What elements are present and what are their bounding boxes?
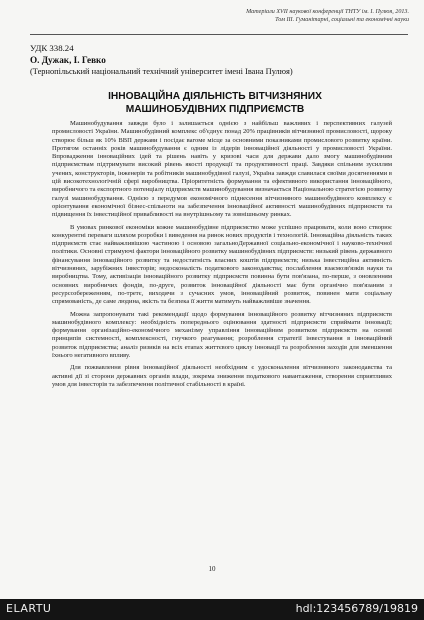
header-divider (30, 34, 408, 35)
page-number: 10 (208, 565, 216, 573)
repository-footer-bar (0, 599, 424, 620)
article-body (52, 120, 392, 393)
authors: О. Дужак, І. Гевко (30, 55, 106, 65)
running-head-line2: Том III. Гуманітарні, соціальні та економічні науки (275, 16, 409, 23)
repository-name: ELARTU (6, 602, 52, 615)
paragraph: В умовах ринкової економіки кожне машинобудівне підприємство може успішно працювати, коли воно створює конкурентні переваги шляхом розробки і виведення на ринок нових продуктів і технологій. Інноваційна діяльність таких підприємств стає найважливішою частиною і основою загальноДержавної соціально-економічної і науково-технічної політики. Основні стримуючі фактори інноваційного розвитку машинобудівних підприємств: низький рівень державного фінансування інноваційного розвитку та недостатність власних коштів підприємств; низька інвестиційна активність вітчизняних, зарубіжних інвесторів; недосконалість податкового законодавства; послаблення взаємозв'язків науки та виробництва. Тому, активізація інноваційного розвитку підприємств повинна бути пов'язана, по-перше, з оновленням основних виробничих фондів, по-друге, розвиток інноваційної діяльності має бути органічно пов'язаним з ресурсозбереженням, по-третє, виходячи з сучасних умов, інноваційний розвиток, повинен мати соціальну спрямованість, де саме людина, якість та безпека її життя матимуть найважливіше значення. (52, 223, 392, 306)
paragraph: Для пожвавлення рівня інноваційної діяльності необхідним є удосконалення вітчизняного законодавства та активні дії зі сторони державних органів влади, зокрема зниження податкового навантаження, створення сприятливих умов для інвесторів та забезпечення політичної стабільності в країні. (52, 364, 392, 388)
udc-code: УДК 338.24 (30, 43, 74, 53)
affiliation: (Тернопільський національний технічний університет імені Івана Пулюя) (30, 67, 293, 76)
paragraph: Можна запропонувати такі рекомендації щодо формування інноваційного розвитку вітчизняних підприємств машинобудівного комплексу: необхідність попереднього оцінювання здатності підприємств сприймати інновації; формування організаційно-економічного механізму управління інноваційним розвитком підприємств на основі принципів системності, комплексності, гнучкого реагування; розроблення стратегії інвестування в інноваційний розвиток підприємства; аналіз ризиків на всіх етапах життєвого циклу інновації та розроблення заходів для зменшення їхнього негативного впливу. (52, 310, 392, 360)
running-head-line1: Матеріали XVII наукової конференції ТНТУ ім. І. Пулюя, 2013. (246, 9, 409, 15)
handle-identifier[interactable]: hdl:123456789/19819 (295, 602, 418, 615)
article-title: ІННОВАЦІЙНА ДІЯЛЬНІСТЬ ВІТЧИЗНЯНИХ МАШИНОБУДІВНИХ ПІДПРИЄМСТВ (108, 91, 322, 115)
running-head (176, 9, 409, 24)
paragraph: Машинобудування завжди було і залишається однією з найбільш важливих і перспективних галузей промисловості України. Машинобудівний комплекс об'єднує понад 20% працівників вітчизняної промисловості, щороку створює більш як 10% ВВП держави і посідає вагоме місце за основними показниками промислового розвитку країни. Протягом останніх років машинобудування є одним із лідерів інноваційної діяльності у промисловості України. Впровадження інноваційних ідей та рішень навіть у кризові часи для держави дало змогу машинобудівним підприємствам підтримувати високий рівень якості продукції та продуктивності праці. Завдяки спільним зусиллям учених, конструкторів, інженерів та робітників машинобудівної галузі, Україна завжди славилася своїми досягненнями в цій високотехнологічній сфері виробництва. Пріоритетність формування та ефективного використання інноваційного, виробничого та експортного потенціалу підприємств машинобудування визначається Національною стратегією розвитку галузі машинобудування. Однією з передумов економічного піднесення вітчизняного машинобудівного комплексу є орієнтування економічної бізнес-спільноти на забезпечення інноваційної активності машинобудівних підприємств та підвищення їх інвестиційної привабливості на внутрішньому та зовнішньому ринках. (52, 120, 392, 219)
